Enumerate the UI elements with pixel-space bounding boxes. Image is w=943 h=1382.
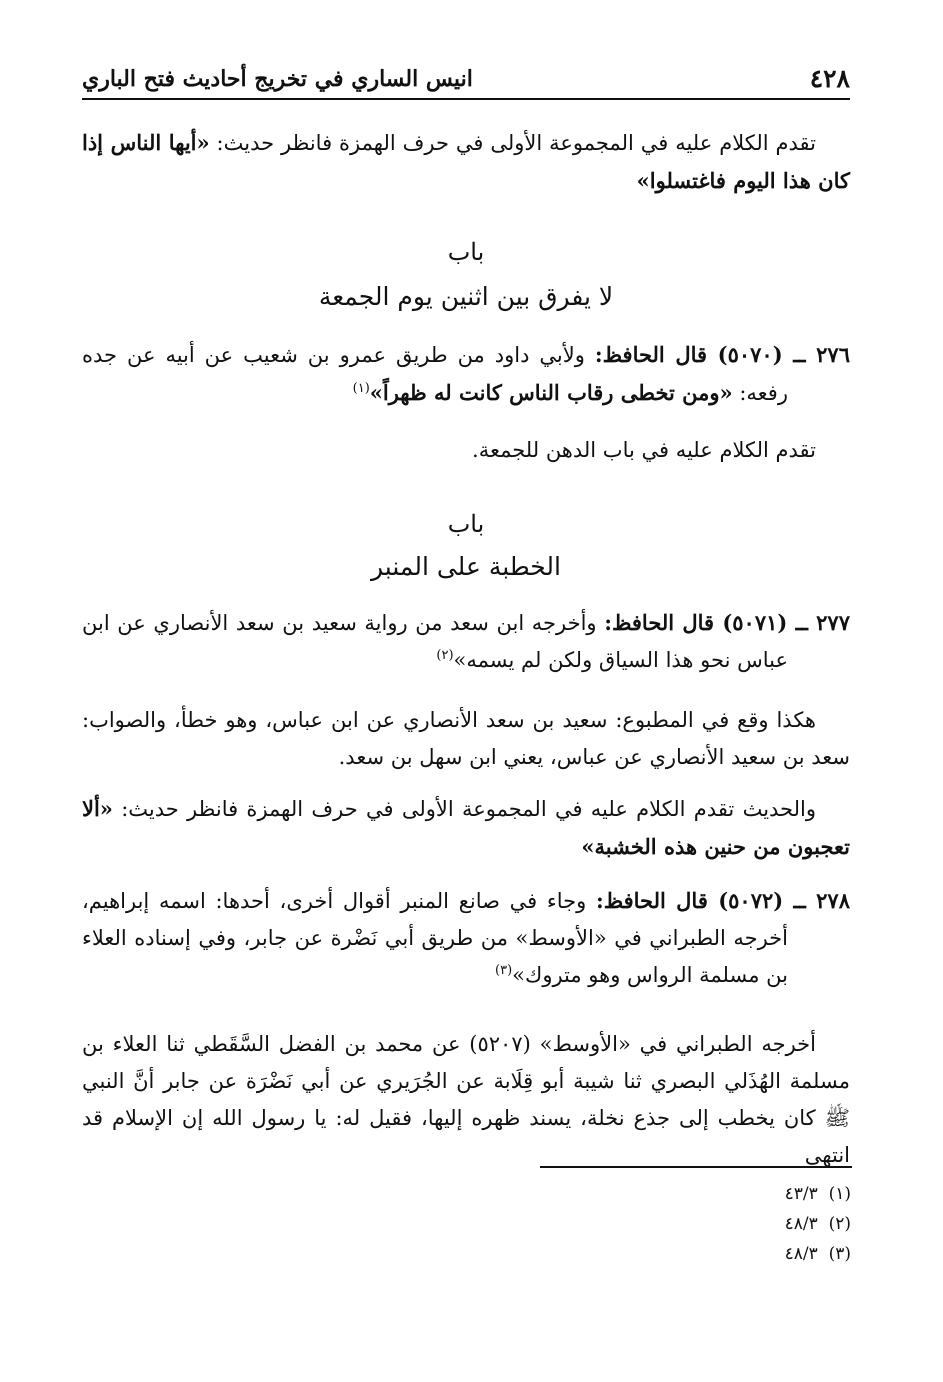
footnote-number: (٢)	[828, 1214, 851, 1234]
entry-277-para1: هكذا وقع في المطبوع: سعيد بن سعد الأنصاري عن ابن عباس، وهو خطأ، والصواب: سعد بن سعيد الأنصاري عن عباس، يعني ابن سهل بن سعد.	[82, 708, 850, 769]
entry-276	[82, 336, 850, 412]
header-rule	[82, 98, 850, 100]
entry-277-text: وأخرجه ابن سعد من رواية سعيد بن سعد الأنصاري عن ابن عباس نحو هذا السياق ولكن لم يسمه»	[82, 611, 788, 672]
footnote-reference: ٤٨/٣	[784, 1214, 818, 1234]
entry-276-note: تقدم الكلام عليه في باب الدهن للجمعة.	[472, 438, 816, 462]
entry-276-quote: «ومن تخطى رقاب الناس كانت له ظهراً»	[369, 380, 733, 405]
entry-278-para: أخرجه الطبراني في «الأوسط» (٥٢٠٧) عن محمد بن الفضل السَّقَطي ثنا العلاء بن مسلمة الهُذَلي البصري ثنا شيبة أبو قِلَابة عن الجُرَيري عن أبي نَضْرَة عن جابر أنَّ النبي ﷺ كان يخطب إلى جذع نخلة، يسند ظهره إليها، فقيل له: يا رسول الله إن الإسلام قد انتهى	[82, 1032, 850, 1167]
intro-text: تقدم الكلام عليه في المجموعة الأولى في حرف الهمزة فانظر حديث:	[209, 131, 816, 155]
entry-277	[82, 604, 850, 679]
entry-276-lead: ٢٧٦ ــ (٥٠٧٠) قال الحافظ:	[594, 342, 850, 367]
footnote-ref-1: (١)	[352, 381, 370, 396]
entry-277-para2	[82, 790, 850, 866]
intro-paragraph	[82, 124, 850, 200]
footnote-ref-2: (٢)	[436, 648, 454, 663]
footnote-1	[785, 1182, 851, 1206]
page-header	[82, 62, 850, 100]
footnote-number: (٣)	[828, 1244, 851, 1264]
footnote-number: (١)	[828, 1184, 851, 1204]
footnote-reference: ٤٨/٣	[784, 1244, 818, 1264]
footnote-rule	[540, 1166, 852, 1168]
section1-title: لا يفرق بين اثنين يوم الجمعة	[318, 282, 614, 311]
section1-bab: باب	[447, 238, 485, 266]
entry-277-para2-text: والحديث تقدم الكلام عليه في المجموعة الأولى في حرف الهمزة فانظر حديث:	[112, 797, 816, 821]
entry-278-text: وجاء في صانع المنبر أقوال أخرى، أحدها: اسمه إبراهيم، أخرجه الطبراني في «الأوسط» من طريق أبي نَضْرة عن جابر، وفي إسناده العلاء بن مسلمة الرواس وهو متروك»	[82, 889, 788, 987]
page-number: ٤٢٨	[809, 64, 850, 93]
running-title: انيس الساري في تخريج أحاديث فتح الباري	[82, 66, 473, 92]
footnote-3	[785, 1242, 851, 1266]
entry-278-lead: ٢٧٨ ــ (٥٠٧٢) قال الحافظ:	[595, 888, 850, 913]
entry-277-lead: ٢٧٧ ــ (٥٠٧١) قال الحافظ:	[604, 610, 850, 635]
section2-title: الخطبة على المنبر	[371, 552, 561, 581]
footnote-2	[785, 1212, 851, 1236]
footnote-reference: ٤٣/٣	[784, 1184, 818, 1204]
footnote-ref-3: (٣)	[495, 963, 513, 978]
entry-276-text: ولأبي داود من طريق عمرو بن شعيب عن أبيه عن جده رفعه:	[82, 343, 788, 405]
section2-bab: باب	[447, 510, 485, 538]
entry-277-quote: «ألا تعجبون من حنين هذه الخشبة»	[82, 796, 850, 859]
intro-quote: «أيها الناس إذا كان هذا اليوم فاغتسلوا»	[82, 130, 850, 193]
entry-278	[82, 882, 850, 994]
